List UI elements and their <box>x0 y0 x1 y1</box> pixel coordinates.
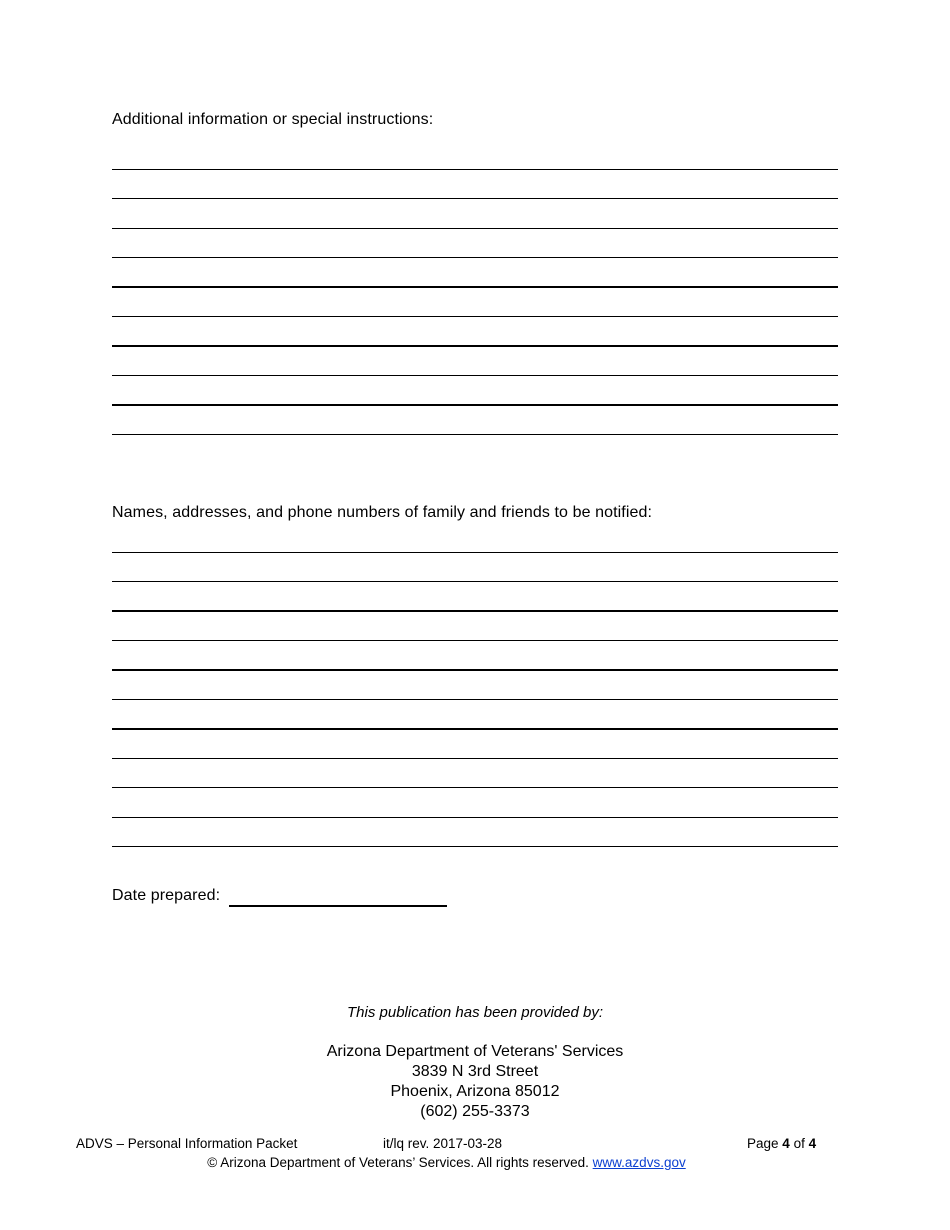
page-of: of <box>793 1136 805 1151</box>
write-line[interactable] <box>112 846 838 847</box>
date-prepared-label: Date prepared: <box>112 887 221 904</box>
write-line[interactable] <box>112 257 838 258</box>
page-prefix: Page <box>747 1136 779 1151</box>
copyright-text: © Arizona Department of Veterans’ Services. All rights reserved. <box>207 1155 589 1170</box>
publisher-street: 3839 N 3rd Street <box>411 1063 539 1080</box>
footer-page-number <box>747 1136 816 1151</box>
footer-copyright <box>0 1155 893 1170</box>
footer-doc-title: ADVS – Personal Information Packet <box>76 1136 298 1151</box>
write-line[interactable] <box>112 552 838 553</box>
publisher-name: Arizona Department of Veterans' Services <box>326 1043 624 1060</box>
write-line[interactable] <box>112 198 838 199</box>
publisher-address <box>0 1042 950 1122</box>
write-line[interactable] <box>112 169 838 170</box>
write-line[interactable] <box>112 228 838 229</box>
write-line[interactable] <box>112 610 838 612</box>
page-total: 4 <box>808 1136 817 1151</box>
write-line[interactable] <box>112 817 838 818</box>
write-line[interactable] <box>112 375 838 376</box>
write-line[interactable] <box>112 316 838 317</box>
date-prepared-field[interactable] <box>229 905 447 907</box>
write-line[interactable] <box>112 699 838 700</box>
write-line[interactable] <box>112 581 838 582</box>
footer-revision: it/lq rev. 2017-03-28 <box>383 1136 503 1151</box>
write-line[interactable] <box>112 669 838 671</box>
write-line[interactable] <box>112 345 838 347</box>
write-line[interactable] <box>112 404 838 406</box>
write-line[interactable] <box>112 286 838 288</box>
write-line[interactable] <box>112 640 838 641</box>
write-line[interactable] <box>112 787 838 788</box>
publisher-city: Phoenix, Arizona 85012 <box>390 1083 560 1100</box>
contacts-label: Names, addresses, and phone numbers of family and friends to be notified: <box>112 504 653 521</box>
page-current: 4 <box>782 1136 790 1151</box>
provided-by-text: This publication has been provided by: <box>347 1004 603 1021</box>
publisher-phone: (602) 255-3373 <box>420 1103 530 1120</box>
additional-info-label: Additional information or special instructions: <box>112 111 434 128</box>
website-link[interactable]: www.azdvs.gov <box>592 1155 686 1170</box>
write-line[interactable] <box>112 728 838 730</box>
write-line[interactable] <box>112 434 838 435</box>
write-line[interactable] <box>112 758 838 759</box>
